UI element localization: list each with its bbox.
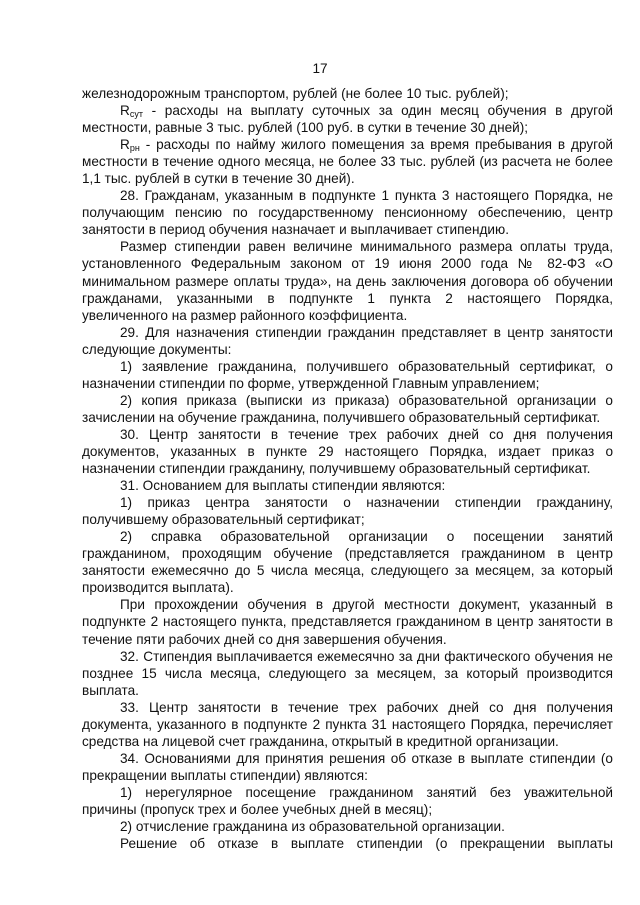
paragraph-text: Размер стипендии равен величине минимального размера оплаты труда, установленного Федеральным законом от 19 июня 2000 года № 82-ФЗ «О минимальном размере оплаты труда», на день заключения договора об обучении гражданами, указанными в подпункте 1 пункта 2 настоящего Порядка, увеличенного на размер районного коэффициента. — [82, 239, 613, 323]
paragraph-text: 1) заявление гражданина, получившего образовательный сертификат, о назначении стипендии по форме, утвержденной Главным управлением; — [82, 358, 613, 391]
paragraph-text: 32. Стипендия выплачивается ежемесячно за дни фактического обучения не позднее 15 числа месяца, следующего за месяцем, за который производится выплата. — [82, 648, 613, 698]
page-number: 17 — [312, 61, 328, 76]
paragraph-text: 2) копия приказа (выписки из приказа) образовательной организации о зачислении на обучение гражданина, получившего образовательный сертификат. — [82, 392, 613, 425]
paragraph — [82, 784, 613, 818]
paragraph — [82, 528, 613, 596]
paragraph — [82, 324, 613, 358]
paragraph — [82, 238, 613, 323]
paragraph-text: 33. Центр занятости в течение трех рабочих дней со дня получения документа, указанного в подпункте 2 пункта 31 настоящего Порядка, перечисляет средства на лицевой счет гражданина, открытый в кредитной организации. — [82, 699, 613, 749]
paragraph-text: 2) справка образовательной организации о посещении занятий гражданином, проходящим обучение (представляется гражданином в центр занятости ежемесячно до 5 числа месяца, следующего за месяцем, за который производится выплата). — [82, 529, 613, 596]
paragraph — [82, 392, 613, 426]
paragraph — [82, 750, 613, 784]
paragraph — [82, 699, 613, 750]
paragraph-text: 30. Центр занятости в течение трех рабочих дней со дня получения документов, указанных в пункте 29 настоящего Порядка, издает приказ о назначении стипендии гражданину, получившему образовательный сертификат. — [82, 426, 613, 477]
paragraph-text: 28. Гражданам, указанным в подпункте 1 пункта 3 настоящего Порядка, не получающим пенсию по государственному пенсионному обеспечению, центр занятости в период обучения назначает и выплачивает стипендию. — [82, 188, 613, 238]
variable-symbol: R — [120, 103, 130, 119]
paragraph — [82, 835, 613, 852]
variable-subscript: рн — [129, 143, 140, 154]
paragraph-text: - расходы на выплату суточных за один месяц обучения в другой местности, равные 3 тыс. рублей (100 руб. в сутки в течение 30 дней); — [82, 103, 613, 136]
paragraph — [82, 494, 613, 528]
paragraph-text: 2) отчисление гражданина из образовательной организации. — [120, 819, 505, 835]
paragraph — [82, 818, 613, 835]
paragraph-text: железнодорожным транспортом, рублей (не более 10 тыс. рублей); — [82, 86, 509, 101]
paragraph-text: 34. Основаниями для принятия решения об отказе в выплате стипендии (о прекращении выплаты стипендии) являются: — [82, 750, 613, 783]
paragraph — [82, 477, 613, 494]
paragraph — [82, 85, 613, 102]
paragraph — [82, 596, 613, 647]
paragraph-text: Решение об отказе в выплате стипендии (о прекращении выплаты — [120, 836, 613, 852]
variable-symbol: R — [120, 137, 130, 153]
paragraph-text: 1) нерегулярное посещение гражданином занятий без уважительной причины (пропуск трех и более учебных дней в месяц); — [82, 784, 613, 817]
paragraph-text: 31. Основанием для выплаты стипендии являются: — [120, 478, 446, 494]
variable-subscript: сут — [129, 109, 143, 120]
document-body — [82, 85, 613, 852]
paragraph — [82, 102, 613, 136]
paragraph-text: - расходы по найму жилого помещения за время пребывания в другой местности в течение одного месяца, не более 33 тыс. рублей (из расчета не более 1,1 тыс. рублей в сутки в течение 30 дней). — [82, 137, 613, 187]
paragraph — [82, 648, 613, 699]
paragraph-text: 29. Для назначения стипендии гражданин представляет в центр занятости следующие документы: — [82, 324, 613, 357]
paragraph — [82, 187, 613, 238]
paragraph — [82, 136, 613, 187]
paragraph-text: 1) приказ центра занятости о назначении стипендии гражданину, получившему образовательный сертификат; — [82, 495, 613, 528]
paragraph — [82, 426, 613, 477]
paragraph-text: При прохождении обучения в другой местности документ, указанный в подпункте 2 настоящего пункта, представляется гражданином в центр занятости в течение пяти рабочих дней со дня завершения обучения. — [82, 597, 613, 647]
paragraph — [82, 358, 613, 392]
